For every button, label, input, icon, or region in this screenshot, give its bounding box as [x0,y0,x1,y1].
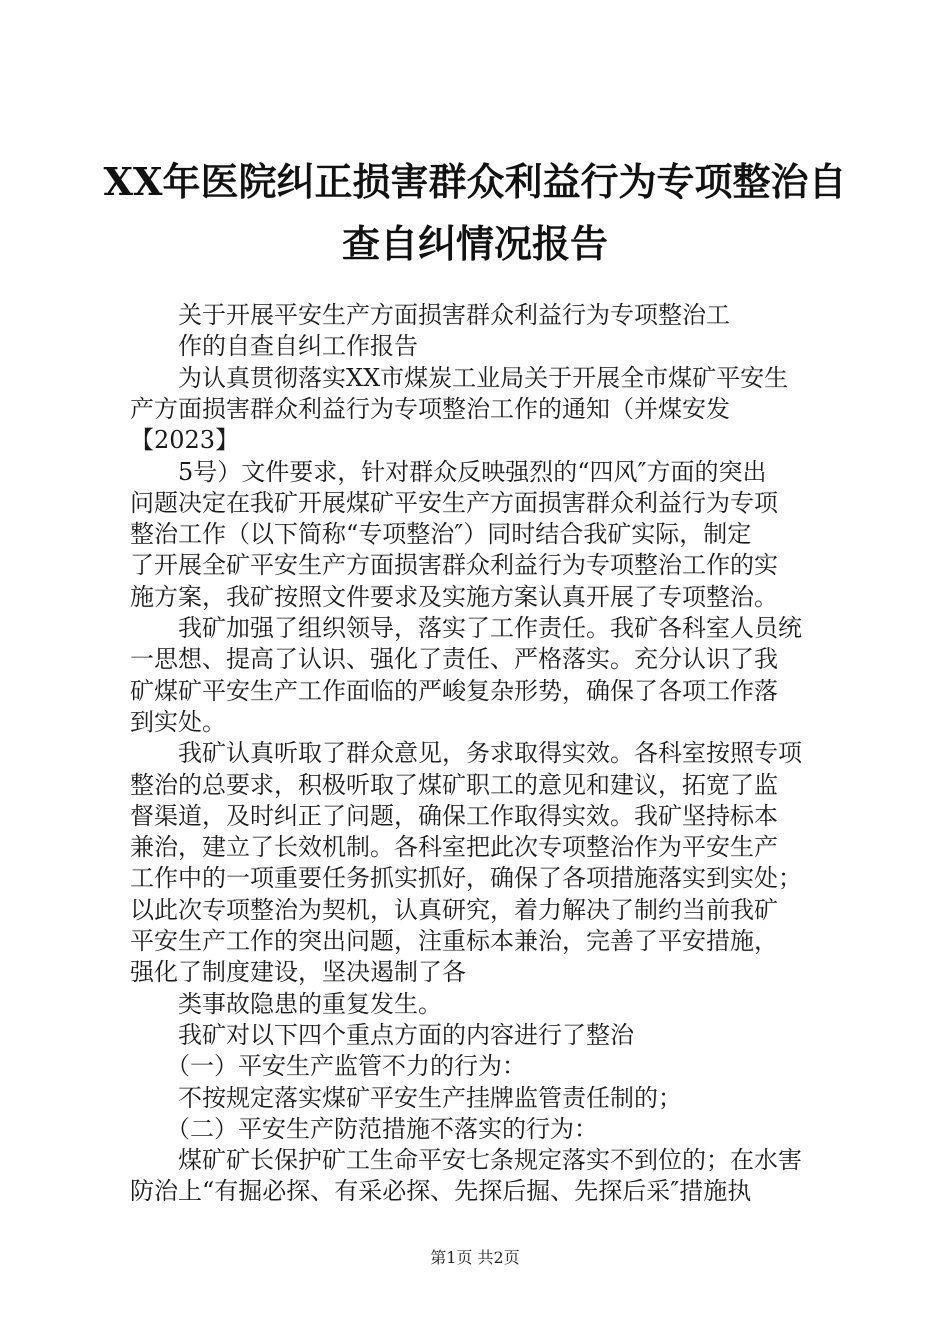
body-line: （一）平安生产监管不力的行为： [130,1052,526,1081]
body-line: 平安生产工作的突出问题，注重标本兼治，完善了平安措施， [130,927,778,955]
body-line: 兼治，建立了长效机制。各科室把此次专项整治作为平安生产 [130,833,778,862]
body-line: 督渠道，及时纠正了问题，确保工作取得实效。我矿坚持标本 [130,801,778,830]
body-line: 工作中的一项重要任务抓实抓好，确保了各项措施落实到实处； [130,864,802,893]
body-line: 类事故隐患的重复发生。 [130,989,442,1018]
body-line: 施方案，我矿按照文件要求及实施方案认真开展了专项整治。 [130,582,778,611]
body-line: 矿煤矿平安生产工作面临的严峻复杂形势，确保了各项工作落 [130,676,778,705]
body-line: 5号）文件要求，针对群众反映强烈的“四风″方面的突出 [130,457,767,486]
body-line: 我矿对以下四个重点方面的内容进行了整治 [130,1020,634,1049]
body-line: （二）平安生产防范措施不落实的行为： [130,1114,598,1143]
body-line: 了开展全矿平安生产方面损害群众利益行为专项整治工作的实 [130,551,778,580]
page-footer: 第1页 共2页 [430,1248,520,1267]
body-line: 作的自查自纠工作报告 [130,332,418,361]
body-line: 问题决定在我矿开展煤矿平安生产方面损害群众利益行为专项 [130,488,778,517]
body-line: 产方面损害群众利益行为专项整治工作的通知（并煤安发 [130,394,730,423]
document-title-line-2: 查自纠情况报告 [341,221,608,266]
body-line: 为认真贯彻落实XX市煤炭工业局关于开展全市煤矿平安生 [130,363,789,392]
body-line: 整治工作（以下简称“专项整治″）同时结合我矿实际，制定 [130,520,752,549]
body-line: 不按规定落实煤矿平安生产挂牌监管责任制的； [130,1083,682,1112]
document-title-line-1: XX年医院纠正损害群众利益行为专项整治自 [103,159,847,204]
body-line: 以此次专项整治为契机，认真研究，着力解决了制约当前我矿 [130,895,778,924]
body-line: 防治上“有掘必探、有采必探、先探后掘、先探后采″措施执 [130,1177,752,1206]
body-line: 煤矿矿长保护矿工生命平安七条规定落实不到位的；在水害 [130,1146,802,1175]
body-line: 我矿认真听取了群众意见，务求取得实效。各科室按照专项 [130,739,802,768]
body-line: 整治的总要求，积极听取了煤矿职工的意见和建议，拓宽了监 [130,770,778,799]
body-line: 【2023】 [130,426,240,455]
body-line: 我矿加强了组织领导，落实了工作责任。我矿各科室人员统 [130,614,802,642]
body-line: 关于开展平安生产方面损害群众利益行为专项整治工 [130,301,730,329]
body-line: 强化了制度建设，坚决遏制了各 [130,958,466,987]
body-line: 一思想、提高了认识、强化了责任、严格落实。充分认识了我 [130,645,778,674]
body-line: 到实处。 [130,707,226,736]
